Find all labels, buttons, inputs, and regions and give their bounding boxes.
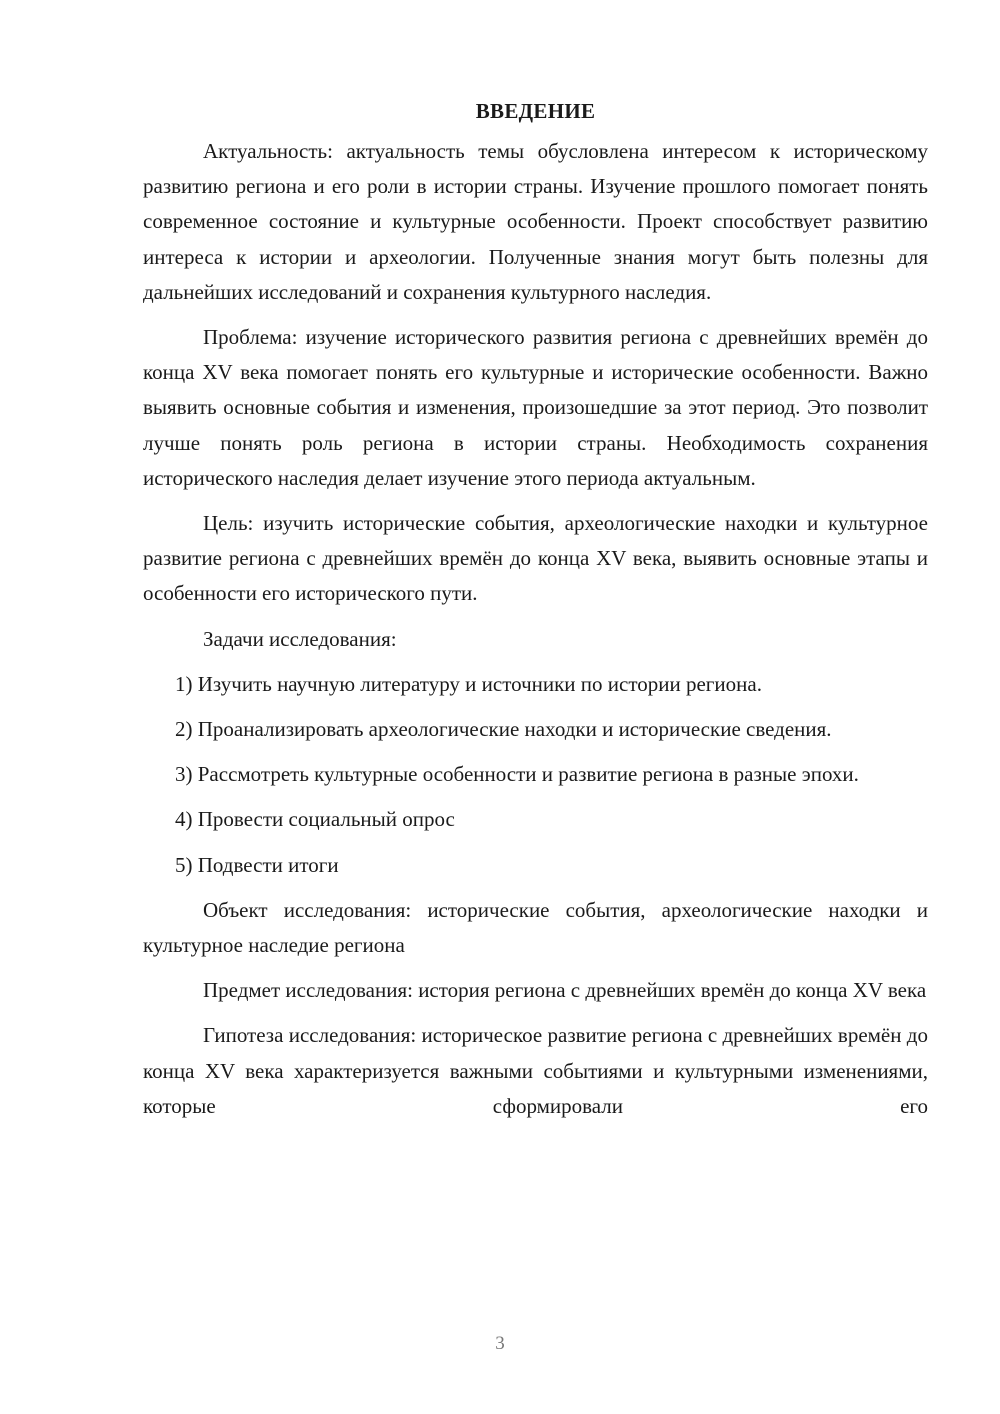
task-item-3: 3) Рассмотреть культурные особенности и развитие региона в разные эпохи. [175, 762, 859, 787]
task-item-2: 2) Проанализировать археологические находки и исторические сведения. [175, 717, 832, 742]
problem-paragraph: Проблема: изучение исторического развития региона с древнейших времён до конца XV века помогает понять его культурные и исторические особенности. Важно выявить основные события и изменения, произошедшие за этот период. Это позволит лучше понять роль региона в истории страны. Необходимость сохранения исторического наследия делает изучение этого периода актуальным. [143, 325, 928, 490]
task-item-1: 1) Изучить научную литературу и источники по истории региона. [175, 671, 762, 696]
section-heading: ВВЕДЕНИЕ [475, 99, 596, 123]
relevance-paragraph: Актуальность: актуальность темы обусловлена интересом к историческому развитию региона и его роли в истории страны. Изучение прошлого помогает понять современное состояние и культурные особенности. Проект способствует развитию интереса к истории и археологии. Полученные знания могут быть полезны для дальнейших исследований и сохранения культурного наследия. [143, 139, 928, 304]
subject-paragraph: Предмет исследования: история региона с древнейших времён до конца XV века [203, 978, 927, 1003]
task-item-5: 5) Подвести итоги [175, 852, 339, 877]
task-item-4: 4) Провести социальный опрос [175, 807, 455, 832]
document-page [143, 96, 928, 1124]
page-number: 3 [495, 1333, 505, 1354]
goal-paragraph: Цель: изучить исторические события, археологические находки и культурное развитие региона с древнейших времён до конца XV века, выявить основные этапы и особенности его исторического пути. [143, 511, 928, 606]
tasks-heading: Задачи исследования: [203, 626, 397, 651]
hypothesis-paragraph: Гипотеза исследования: историческое развитие региона с древнейших времён до конца XV века характеризуется важными событиями и культурными изменениями, которые сформировали его [143, 1023, 928, 1118]
object-paragraph: Объект исследования: исторические события, археологические находки и культурное наследие региона [143, 897, 928, 958]
